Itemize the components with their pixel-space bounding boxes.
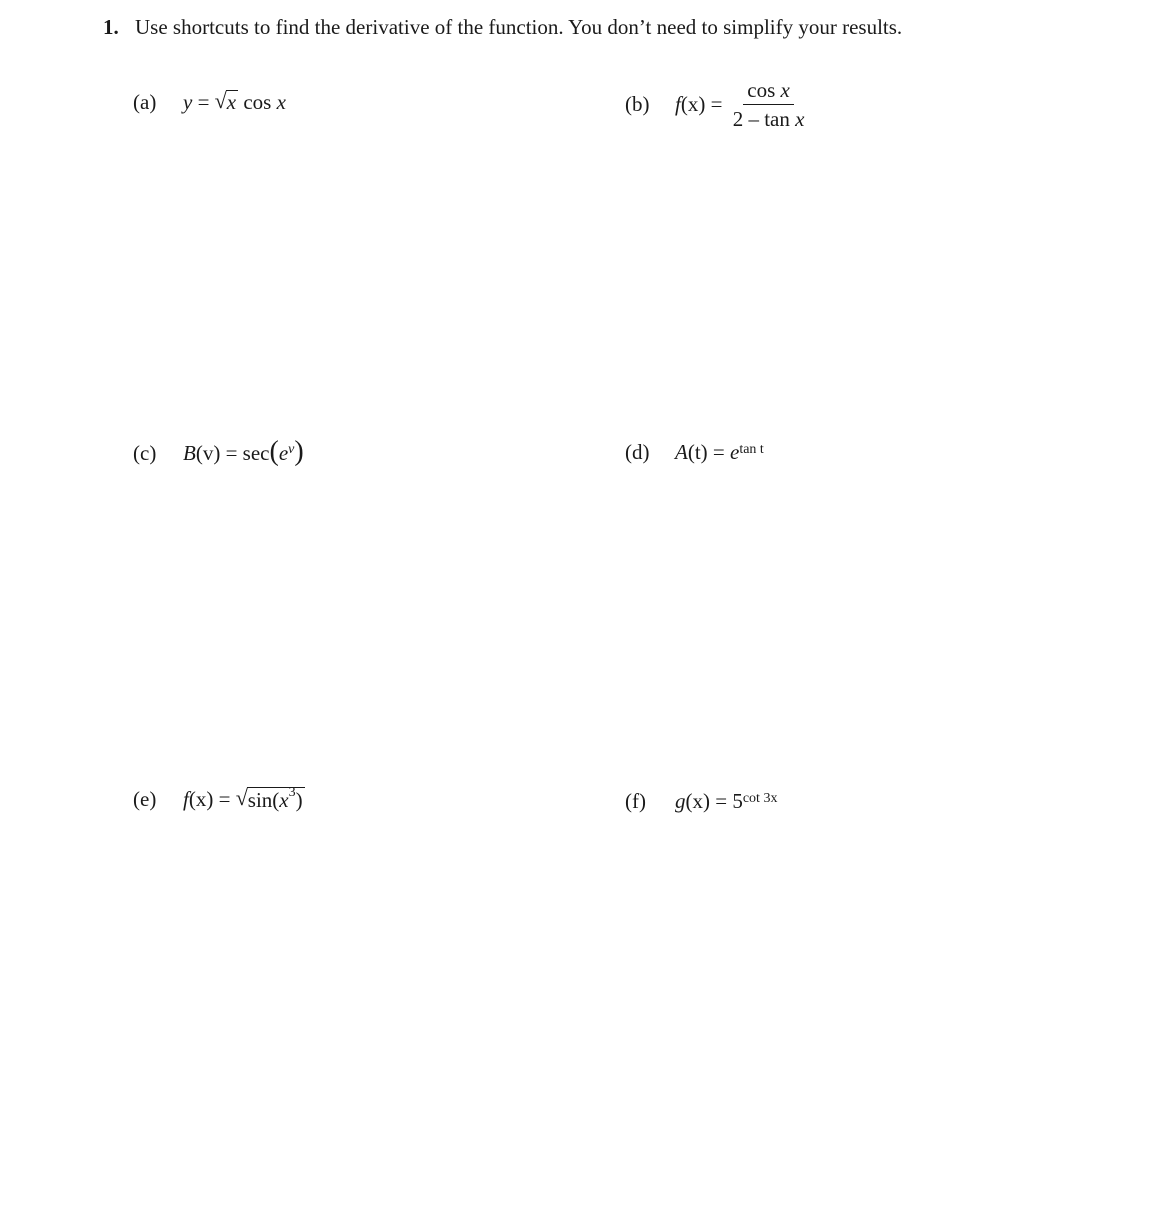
part-b-expression: f (x) = $\frac{\text{cos x}}{\text{2 – tan x}}$ [675, 78, 805, 132]
radical-sign-icon: √ [214, 88, 227, 114]
question-text: Use shortcuts to find the derivative of the function. You don’t need to simplify your results. [135, 15, 903, 39]
question-1 [103, 15, 902, 40]
part-b-label: (b) [625, 92, 650, 117]
part-f [625, 789, 777, 814]
part-b [625, 78, 806, 131]
part-d [625, 440, 764, 465]
part-d-expression: A (t) = e $^{tan t}$ [675, 440, 764, 464]
part-a-label: (a) [133, 90, 157, 114]
part-c [133, 436, 304, 467]
part-a-expression: y = √ x cos x [183, 88, 286, 115]
square-root: √ x [214, 88, 237, 115]
part-e-label: (e) [133, 787, 157, 812]
fraction-denominator: 2 – tan x [732, 107, 805, 132]
part-f-expression: g (x) = 5 $^{cot 3x}$ [675, 789, 778, 813]
part-e-expression: f (x) = √ $\sin(x^3)$ [183, 785, 303, 812]
question-number: 1. [103, 15, 119, 39]
fraction [731, 78, 807, 131]
part-a [133, 90, 286, 115]
fraction-numerator: cos x [743, 78, 794, 105]
part-d-label: (d) [625, 440, 650, 464]
square-root: √ $\sin(x^3)$ [235, 785, 303, 812]
radical-sign-icon: √ [235, 785, 248, 810]
part-c-expression: B (v) = sec ( e $^v$ ) [183, 436, 304, 467]
part-c-label: (c) [133, 440, 157, 465]
part-e [133, 787, 305, 812]
part-f-label: (f) [625, 789, 646, 813]
